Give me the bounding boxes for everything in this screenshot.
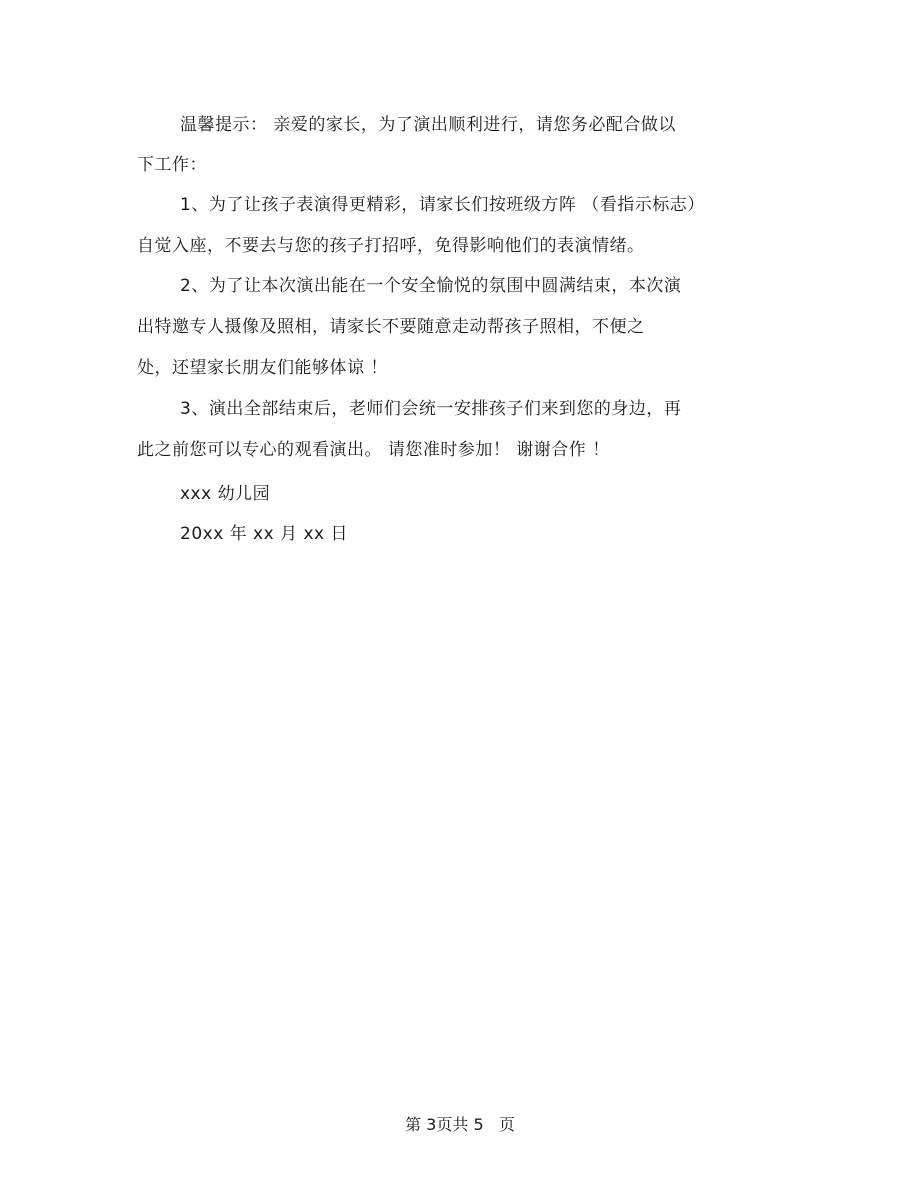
page-number: 第 3页共 5 页 xyxy=(405,1115,515,1134)
item-3-line-2: 此之前您可以专心的观看演出。 请您准时参加！ 谢谢合作 ！ xyxy=(137,440,610,460)
signature-date: 20xx 年 xx 月 xx 日 xyxy=(180,524,349,544)
item-3-line-1: 3、演出全部结束后，老师们会统一安排孩子们来到您的身边，再 xyxy=(180,399,682,419)
signature-organization: xxx 幼儿园 xyxy=(180,484,271,504)
item-1-line-2: 自觉入座，不要去与您的孩子打招呼，免得影响他们的表演情绪。 xyxy=(137,236,645,256)
item-2-line-2: 出特邀专人摄像及照相，请家长不要随意走动帮孩子照相，不便之 xyxy=(137,317,645,337)
notice-line-1: 温馨提示： 亲爱的家长，为了演出顺利进行，请您务必配合做以 xyxy=(180,115,676,135)
item-1-line-1: 1、为了让孩子表演得更精彩，请家长们按班级方阵 （看指示标志） xyxy=(180,195,705,215)
page-footer xyxy=(0,1114,920,1136)
item-2-line-3: 处，还望家长朋友们能够体谅 ！ xyxy=(137,358,388,378)
notice-line-2: 下工作： xyxy=(137,155,207,175)
item-2-line-1: 2、为了让本次演出能在一个安全愉悦的氛围中圆满结束，本次演 xyxy=(180,276,682,296)
